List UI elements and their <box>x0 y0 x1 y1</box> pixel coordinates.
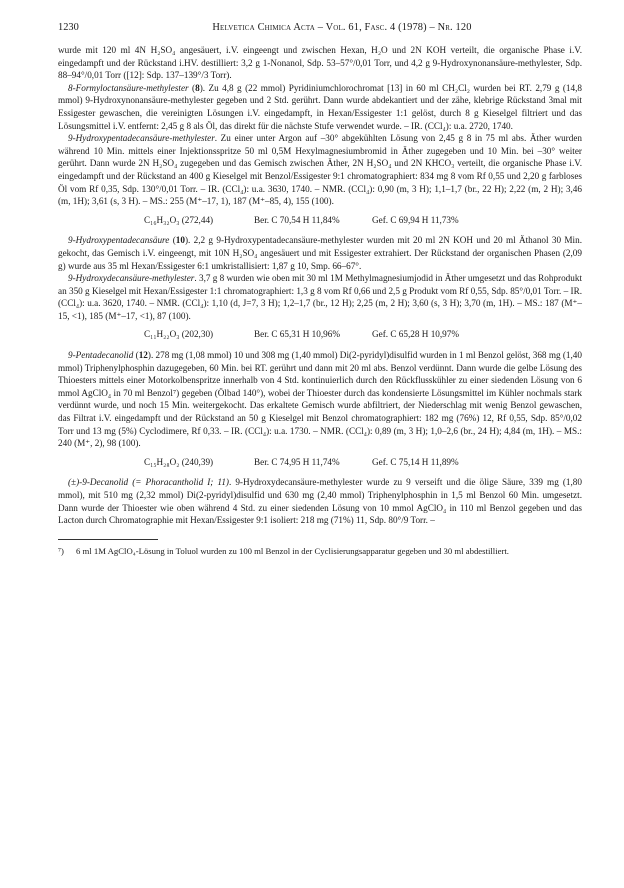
paragraph-text: . Zu 4,8 g (22 mmol) Pyridiniumchlorochromat [13] in 60 ml CH₂Cl₂ wurden bei RT. 2,79 g (14,8 mmol) 9-Hydroxynonansäure-methylester gegeben und 2 Std. gerührt. Dann wurde abdekantiert und der zähe, klebrige Rückstand 3mal mit Essigester gewaschen, die vereinigten Lösungen i.V. eingedampft, in Hexan/Essigester 1:1 gelöst, durch 8 g Kieselgel filtriert und das Lösungsmittel i.V. entfernt: 2,45 g 8 als Öl, das direkt für die nächste Stufe verwendet wurde. – IR. (CCl₄): u.a. 2720, 1740. <box>58 82 582 131</box>
formula: C₁₅H₂₈O₂ (240,39) <box>144 456 214 467</box>
compound-title: (±)-9-Decanolid (= Phoracantholid I; 11) <box>68 477 229 488</box>
calculated: Ber. C 74,95 H 11,74% <box>254 456 340 467</box>
page-header <box>58 22 582 33</box>
compound-number: 12 <box>138 350 148 361</box>
compound-title: 8-Formyloctansäure-methylester <box>68 82 189 93</box>
paragraph-text: . 9-Hydroxydecansäure-methylester wurde zu 9 verseift und die ölige Säure, 339 mg (1,80 mmol), mit 510 mg (2,32 mmol) Di(2-pyridyl)disulfid und 630 mg (2,40 mmol) Triphenylphosphin in 1,5 ml Benzol 60 Min. umgesetzt. Dann wurde der Thioester wie oben während 4 Std. zu einer siedenden Lösung von 10 mmol AgClO₄ in 110 ml Benzol gegeben und das Lacton durch Chromatographie mit Hexan/Essigester 9:1 isoliert: 218 mg (71%) 11, Sdp. 80°/9 Torr. – <box>58 477 582 526</box>
formula: C₁₆H₃₂O₃ (272,44) <box>144 214 214 225</box>
paragraph-text: . 3,7 g 8 wurden wie oben mit 30 ml 1M Methylmagnesiumjodid in Äther umgesetzt und das Rohprodukt an 350 g Kieselgel mit Hexan/Essigester 1:1 chromatographiert: 1,3 g 8 vom Rf 0,66 und 2,5 g Produkt vom Rf 0,55, Sdp. 85°/0,01 Torr. – IR. (CCl₄): u.a. 3620, 1740. – NMR. (CCl₄): 1,10 (d, J=7, 3 H); 1,2–1,7 (br., 12 H); 2,25 (m, 2 H); 3,60 (s, 3 H); 3,70 (m, 1H). – MS.: 187 (M⁺–15, <1), 185 (M⁺–17, <1), 87 (100). <box>58 273 582 321</box>
found: Gef. C 65,28 H 10,97% <box>372 329 460 340</box>
compound-title: 9-Pentadecanolid <box>68 350 134 361</box>
paragraph-hydroxydecansaeure-ester <box>58 272 582 322</box>
compound-number: 8 <box>195 82 200 93</box>
paragraph-formyloctansaeure: 8-Formyloctansäure-methylester (8). Zu 4,8 g (22 mmol) Pyridiniumchlorochromat [13] in 60 ml CH₂Cl₂ wurden bei RT. 2,79 g (14,8 mmol) 9-Hydroxynonansäure-methylester gegeben und 2 Std. gerührt. Dann wurde abdekantiert und der zähe, klebrige Rückstand 3mal mit Essigester gewaschen, die vereinigten Lösungen i.V. eingedampft, in Hexan/Essigester 1:1 gelöst, durch 8 g Kieselgel filtriert und das Lösungsmittel i.V. entfernt: 2,45 g 8 als Öl, das direkt für die nächste Stufe verwendet wurde. – IR. (CCl₄): u.a. 2720, 1740. <box>58 82 582 131</box>
calculated: Ber. C 65,31 H 10,96% <box>254 329 341 340</box>
footnote-text: 6 ml 1M AgClO₄-Lösung in Toluol wurden zu 100 ml Benzol in der Cyclisierungsapparatur gegeben und 30 ml abdestilliert. <box>76 545 509 556</box>
elemental-analysis <box>58 214 582 227</box>
paragraph-continuation: wurde mit 120 ml 4N H₂SO₄ angesäuert, i.V. eingeengt und zwischen Hexan, H₂O und 2N KOH verteilt, die organische Phase i.V. eingedampft und der Rückstand i.HV. destilliert: 3,2 g 1-Nonanol, Sdp. 53–57°/0,01 Torr, und 4,2 g 9-Hydroxynonansäure-methylester, Sdp. 88–94°/0,01 Torr ([12]: Sdp. 137–139°/3 Torr). <box>58 45 582 81</box>
paragraph-hydroxypentadecansaeure: 9-Hydroxypentadecansäure (10). 2,2 g 9-Hydroxypentadecansäure-methylester wurden mit 20 ml 2N KOH und 20 ml Äthanol 30 Min. gekocht, das Gemisch i.V. eingeengt, mit 10N H₂SO₄ angesäuert und mit Essigester extrahiert. Der Rückstand der organischen Phasen (2,09 g) wurde aus 35 ml Hexan/Essigester 6:1 umkristallisiert: 1,87 g 10, Smp. 66–67°. <box>58 235 582 271</box>
page-number: 1230 <box>58 22 79 33</box>
calculated: Ber. C 70,54 H 11,84% <box>254 214 340 225</box>
compound-title: 9-Hydroxypentadecansäure <box>68 235 170 246</box>
compound-title: 9-Hydroxypentadecansäure-methylester <box>68 133 215 144</box>
paragraph-decanolid <box>58 476 582 526</box>
page <box>58 22 582 557</box>
found: Gef. C 75,14 H 11,89% <box>372 456 459 467</box>
elemental-analysis <box>58 328 582 341</box>
footnote <box>58 546 582 558</box>
footnote-mark: ⁷) <box>58 545 64 556</box>
compound-number: 10 <box>175 235 185 246</box>
footnote-divider <box>58 539 158 540</box>
elemental-analysis <box>58 456 582 469</box>
paragraph-text: . 2,2 g 9-Hydroxypentadecansäure-methylester wurden mit 20 ml 2N KOH und 20 ml Äthanol 30 Min. gekocht, das Gemisch i.V. eingeengt, mit 10N H₂SO₄ angesäuert und mit Essigester extrahiert. Der Rückstand der organischen Phasen (2,09 g) wurde aus 35 ml Hexan/Essigester 6:1 umkristallisiert: 1,87 g 10, Smp. 66–67°. <box>58 235 582 271</box>
paragraph-pentadecanolid: 9-Pentadecanolid (12). 278 mg (1,08 mmol) 10 und 308 mg (1,40 mmol) Di(2-pyridyl)disulfid wurden in 1 ml Benzol gelöst, 368 mg (1,40 mmol) Triphenylphosphin dazugegeben, 60 Min. bei RT. gerührt und dann mit 20 ml abs. Benzol verdünnt. Dann wurde die gelbe Lösung des Thioesters mittels einer Motorkolbenspritze innerhalb von 4 Std. kontinuierlich durch den Rückflusskühler zu einer siedenden Lösung von 6 mmol AgClO₄ in 70 ml Benzol⁷) gegeben (Ölbad 140°), wobei der Thioester durch das kondensierte Lösungsmittel im Kühler nochmals stark verdünnt wurde, und noch 15 Min. weitergekocht. Das erkaltete Gemisch wurde abfiltriert, der Niederschlag mit wenig Benzol gewaschen, das Filtrat i.V. eingedampft und der Rückstand an 50 g Kieselgel mit Benzol chromatographiert: 182 mg (76%) 12, Rf 0,55, Sdp. 85°/0,02 Torr und 13 mg (5%) Cyclodimere, Rf 0,33. – IR. (CCl₄): u.a. 1730. – NMR. (CCl₄): 0,89 (m, 3 H); 1,0–2,6 (br., 24 H); 4,84 (m, 1H). – MS.: 240 (M⁺, 2), 98 (100). <box>58 350 582 449</box>
formula: C₁₁H₂₂O₃ (202,30) <box>144 329 214 340</box>
paragraph-text: . 278 mg (1,08 mmol) 10 und 308 mg (1,40 mmol) Di(2-pyridyl)disulfid wurden in 1 ml Benzol gelöst, 368 mg (1,40 mmol) Triphenylphosphin dazugegeben, 60 Min. bei RT. gerührt und dann mit 20 ml abs. Benzol verdünnt. Dann wurde die gelbe Lösung des Thioesters mittels einer Motorkolbenspritze innerhalb von 4 Std. kontinuierlich durch den Rückflusskühler zu einer siedenden Lösung von 6 mmol AgClO₄ in 70 ml Benzol⁷) gegeben (Ölbad 140°), wobei der Thioester durch das kondensierte Lösungsmittel im Kühler nochmals stark verdünnt wurde, und noch 15 Min. weitergekocht. Das erkaltete Gemisch wurde abfiltriert, der Niederschlag mit wenig Benzol gewaschen, das Filtrat i.V. eingedampft und der Rückstand an 50 g Kieselgel mit Benzol chromatographiert: 182 mg (76%) 12, Rf 0,55, Sdp. 85°/0,02 Torr und 13 mg (5%) Cyclodimere, Rf 0,33. – IR. (CCl₄): u.a. 1730. – NMR. (CCl₄): 0,89 (m, 3 H); 1,0–2,6 (br., 24 H); 4,84 (m, 1H). – MS.: 240 (M⁺, 2), 98 (100). <box>58 350 582 449</box>
compound-title: 9-Hydroxydecansäure-methylester <box>68 273 195 284</box>
paragraph-text: . Zu einer unter Argon auf –30° abgekühlten Lösung von 2,45 g 8 in 75 ml abs. Äther wurden während 10 Min. mittels einer Injektionsspritze 50 ml 0,5M Hexylmagnesiumbromid in Äther zugegeben und 10 Min. bei –30° weiter gerührt. Dann wurde 2N H₂SO₄ zugegeben und das Gemisch zwischen Äther, 2N H₂SO₄ und 2N KHCO₃ verteilt, die organische Phase i.V. eingedampft und der Rückstand an 400 g Kieselgel mit Benzol/Essigester 9:1 chromatographiert: 834 mg 8 vom Rf 0,55 und 2,20 g farbloses Öl vom Rf 0,35, Sdp. 130°/0,01 Torr. – IR. (CCl₄): u.a. 3630, 1740. – NMR. (CCl₄): 0,90 (m, 3 H); 1,1–1,7 (br., 22 H); 2,22 (m, 2 H); 3,46 (m, 1H); 3,61 (s, 3 H). – MS.: 255 (M⁺–17, 1), 187 (M⁺–85, 4), 155 (100). <box>58 133 582 207</box>
paragraph-hydroxypentadecansaeure-ester <box>58 132 582 208</box>
found: Gef. C 69,94 H 11,73% <box>372 214 459 225</box>
journal-title: Helvetica Chimica Acta – Vol. 61, Fasc. 4 (1978) – Nr. 120 <box>212 22 472 33</box>
